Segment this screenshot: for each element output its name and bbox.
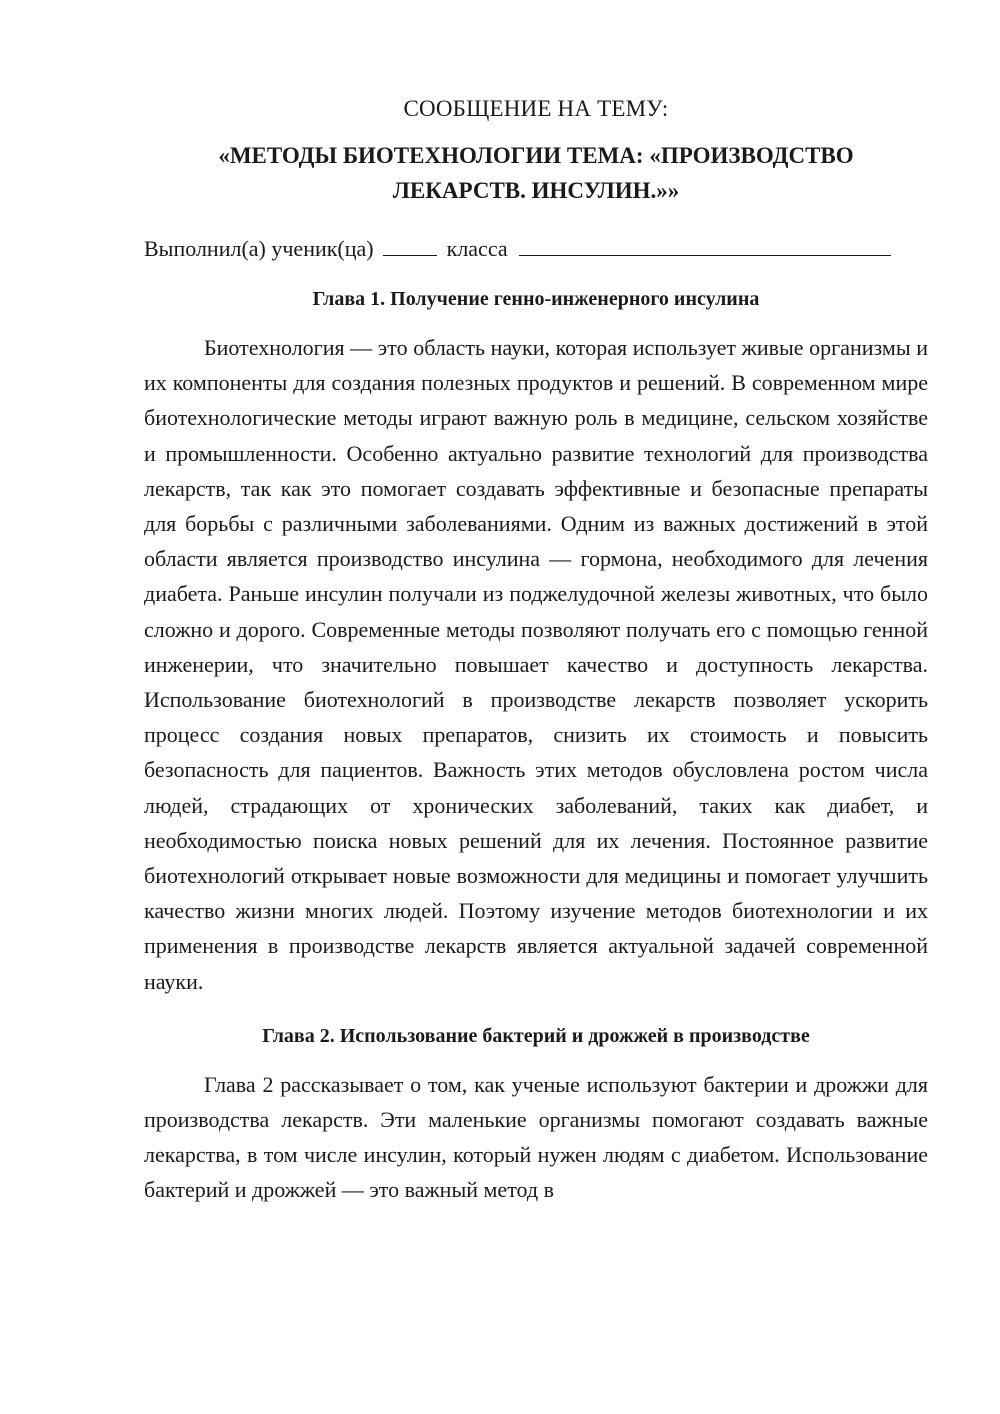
author-line bbox=[144, 232, 928, 266]
chapter-1-paragraph: Биотехнология — это область науки, которая использует живые организмы и их компоненты для создания полезных продуктов и решений. В современном мире биотехнологические методы играют важную роль в медицине, сельском хозяйстве и промышленности. Особенно актуально развитие технологий для производства лекарств, так как это помогает создавать эффективные и безопасные препараты для борьбы с различными заболеваниями. Одним из важных достижений в этой области является производство инсулина — гормона, необходимого для лечения диабета. Раньше инсулин получали из поджелудочной железы животных, что было сложно и дорого. Современные методы позволяют получать его с помощью генной инженерии, что значительно повышает качество и доступность лекарства. Использование биотехнологий в производстве лекарств позволяет ускорить процесс создания новых препаратов, снизить их стоимость и повысить безопасность для пациентов. Важность этих методов обусловлена ростом числа людей, страдающих от хронических заболеваний, таких как диабет, и необходимостью поиска новых решений для их лечения. Постоянное развитие биотехнологий открывает новые возможности для медицины и помогает улучшить качество жизни многих людей. Поэтому изучение методов биотехнологии и их применения в производстве лекарств является актуальной задачей современной науки. bbox=[144, 335, 928, 994]
class-label: класса bbox=[446, 236, 508, 261]
document-kicker: СООБЩЕНИЕ НА ТЕМУ: bbox=[403, 96, 669, 121]
chapter-2-paragraph: Глава 2 рассказывает о том, как ученые используют бактерии и дрожжи для производства лекарств. Эти маленькие организмы помогают создавать важные лекарства, в том числе инсулин, который нужен людям с диабетом. Использование бактерий и дрожжей — это важный метод в bbox=[144, 1071, 928, 1203]
performed-by-label: Выполнил(а) ученик(ца) bbox=[144, 236, 374, 261]
chapter-2-heading: Глава 2. Использование бактерий и дрожжей в производстве bbox=[262, 1024, 810, 1047]
chapter-1-heading: Глава 1. Получение генно-инженерного инсулина bbox=[312, 288, 760, 310]
document-page bbox=[144, 92, 928, 1230]
class-number-blank bbox=[383, 233, 437, 256]
document-title: «МЕТОДЫ БИОТЕХНОЛОГИИ ТЕМА: «ПРОИЗВОДСТВО ЛЕКАРСТВ. ИНСУЛИН.»» bbox=[218, 143, 854, 203]
student-name-blank bbox=[519, 233, 891, 256]
